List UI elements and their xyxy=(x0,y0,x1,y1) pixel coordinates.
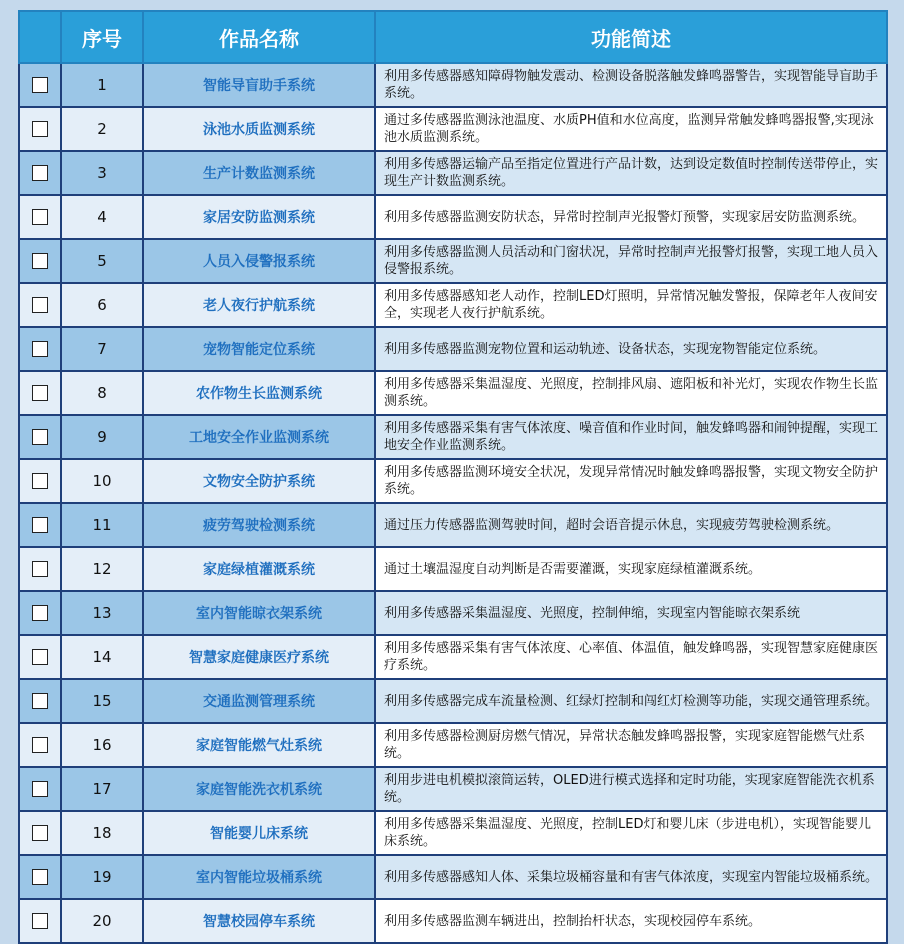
row-checkbox-cell xyxy=(19,635,61,679)
row-name: 智慧家庭健康医疗系统 xyxy=(143,635,375,679)
row-name: 老人夜行护航系统 xyxy=(143,283,375,327)
row-description: 利用多传感器感知障碍物触发震动、检测设备脱落触发蜂鸣器警告，实现智能导盲助手系统。 xyxy=(375,63,887,107)
row-checkbox-cell xyxy=(19,239,61,283)
row-name: 智能婴儿床系统 xyxy=(143,811,375,855)
table-row xyxy=(19,855,887,899)
table-row xyxy=(19,811,887,855)
row-number: 19 xyxy=(61,855,143,899)
row-number: 8 xyxy=(61,371,143,415)
row-checkbox[interactable] xyxy=(32,77,48,93)
row-description: 利用多传感器检测厨房燃气情况，异常状态触发蜂鸣器报警，实现家庭智能燃气灶系统。 xyxy=(375,723,887,767)
row-number: 9 xyxy=(61,415,143,459)
row-checkbox-cell xyxy=(19,855,61,899)
row-description: 利用多传感器运输产品至指定位置进行产品计数，达到设定数值时控制传送带停止，实现生产计数监测系统。 xyxy=(375,151,887,195)
row-checkbox[interactable] xyxy=(32,297,48,313)
row-description: 利用多传感器采集温湿度、光照度，控制排风扇、遮阳板和补光灯，实现农作物生长监测系统。 xyxy=(375,371,887,415)
row-number: 14 xyxy=(61,635,143,679)
row-name: 人员入侵警报系统 xyxy=(143,239,375,283)
header-name: 作品名称 xyxy=(143,11,375,63)
row-checkbox-cell xyxy=(19,679,61,723)
row-checkbox[interactable] xyxy=(32,693,48,709)
table-row xyxy=(19,591,887,635)
row-number: 12 xyxy=(61,547,143,591)
project-table xyxy=(18,10,888,944)
row-checkbox[interactable] xyxy=(32,605,48,621)
row-name: 室内智能垃圾桶系统 xyxy=(143,855,375,899)
row-number: 15 xyxy=(61,679,143,723)
table-row xyxy=(19,63,887,107)
header-number: 序号 xyxy=(61,11,143,63)
row-name: 家庭智能洗衣机系统 xyxy=(143,767,375,811)
row-name: 农作物生长监测系统 xyxy=(143,371,375,415)
project-table-sheet xyxy=(18,10,886,930)
row-description: 利用多传感器感知老人动作，控制LED灯照明，异常情况触发警报，保障老年人夜间安全，实现老人夜行护航系统。 xyxy=(375,283,887,327)
row-checkbox-cell xyxy=(19,195,61,239)
row-description: 利用多传感器采集温湿度、光照度，控制伸缩，实现室内智能晾衣架系统 xyxy=(375,591,887,635)
row-checkbox-cell xyxy=(19,767,61,811)
row-number: 6 xyxy=(61,283,143,327)
row-checkbox[interactable] xyxy=(32,869,48,885)
table-row xyxy=(19,371,887,415)
row-checkbox-cell xyxy=(19,547,61,591)
row-description: 利用多传感器采集有害气体浓度、噪音值和作业时间，触发蜂鸣器和闹钟提醒，实现工地安全作业监测系统。 xyxy=(375,415,887,459)
row-checkbox[interactable] xyxy=(32,517,48,533)
row-checkbox[interactable] xyxy=(32,165,48,181)
row-name: 工地安全作业监测系统 xyxy=(143,415,375,459)
row-name: 家居安防监测系统 xyxy=(143,195,375,239)
row-checkbox-cell xyxy=(19,503,61,547)
row-checkbox-cell xyxy=(19,107,61,151)
row-checkbox[interactable] xyxy=(32,737,48,753)
row-name: 室内智能晾衣架系统 xyxy=(143,591,375,635)
row-name: 交通监测管理系统 xyxy=(143,679,375,723)
row-number: 13 xyxy=(61,591,143,635)
row-description: 利用多传感器监测环境安全状况，发现异常情况时触发蜂鸣器报警，实现文物安全防护系统。 xyxy=(375,459,887,503)
row-number: 18 xyxy=(61,811,143,855)
row-description: 利用多传感器采集温湿度、光照度，控制LED灯和婴儿床（步进电机），实现智能婴儿床系统。 xyxy=(375,811,887,855)
row-checkbox-cell xyxy=(19,63,61,107)
table-row xyxy=(19,195,887,239)
row-checkbox[interactable] xyxy=(32,781,48,797)
row-name: 泳池水质监测系统 xyxy=(143,107,375,151)
row-name: 智慧校园停车系统 xyxy=(143,899,375,943)
row-checkbox-cell xyxy=(19,811,61,855)
row-description: 利用多传感器感知人体、采集垃圾桶容量和有害气体浓度，实现室内智能垃圾桶系统。 xyxy=(375,855,887,899)
row-checkbox-cell xyxy=(19,591,61,635)
row-name: 疲劳驾驶检测系统 xyxy=(143,503,375,547)
row-name: 宠物智能定位系统 xyxy=(143,327,375,371)
row-number: 11 xyxy=(61,503,143,547)
table-row xyxy=(19,459,887,503)
row-description: 通过压力传感器监测驾驶时间，超时会语音提示休息，实现疲劳驾驶检测系统。 xyxy=(375,503,887,547)
row-name: 文物安全防护系统 xyxy=(143,459,375,503)
table-row xyxy=(19,503,887,547)
row-checkbox[interactable] xyxy=(32,561,48,577)
row-checkbox[interactable] xyxy=(32,341,48,357)
row-number: 4 xyxy=(61,195,143,239)
row-description: 利用步进电机模拟滚筒运转，OLED进行模式选择和定时功能，实现家庭智能洗衣机系统。 xyxy=(375,767,887,811)
row-name: 家庭绿植灌溉系统 xyxy=(143,547,375,591)
table-row xyxy=(19,151,887,195)
row-description: 利用多传感器监测宠物位置和运动轨迹、设备状态，实现宠物智能定位系统。 xyxy=(375,327,887,371)
row-checkbox-cell xyxy=(19,899,61,943)
row-name: 生产计数监测系统 xyxy=(143,151,375,195)
row-checkbox-cell xyxy=(19,371,61,415)
row-checkbox-cell xyxy=(19,415,61,459)
table-row xyxy=(19,107,887,151)
row-checkbox[interactable] xyxy=(32,429,48,445)
row-number: 20 xyxy=(61,899,143,943)
row-description: 利用多传感器监测安防状态，异常时控制声光报警灯预警，实现家居安防监测系统。 xyxy=(375,195,887,239)
table-row xyxy=(19,327,887,371)
row-description: 利用多传感器监测车辆进出，控制抬杆状态，实现校园停车系统。 xyxy=(375,899,887,943)
header-description: 功能简述 xyxy=(375,11,887,63)
row-number: 16 xyxy=(61,723,143,767)
row-checkbox-cell xyxy=(19,723,61,767)
row-checkbox[interactable] xyxy=(32,253,48,269)
row-name: 智能导盲助手系统 xyxy=(143,63,375,107)
table-row xyxy=(19,415,887,459)
row-checkbox-cell xyxy=(19,327,61,371)
row-checkbox[interactable] xyxy=(32,913,48,929)
row-checkbox[interactable] xyxy=(32,649,48,665)
row-description: 利用多传感器采集有害气体浓度、心率值、体温值，触发蜂鸣器，实现智慧家庭健康医疗系统。 xyxy=(375,635,887,679)
row-number: 10 xyxy=(61,459,143,503)
row-checkbox[interactable] xyxy=(32,825,48,841)
row-checkbox-cell xyxy=(19,459,61,503)
row-number: 7 xyxy=(61,327,143,371)
table-header-row xyxy=(19,11,887,63)
row-checkbox-cell xyxy=(19,151,61,195)
row-checkbox[interactable] xyxy=(32,385,48,401)
row-description: 利用多传感器完成车流量检测、红绿灯控制和闯红灯检测等功能，实现交通管理系统。 xyxy=(375,679,887,723)
row-number: 3 xyxy=(61,151,143,195)
table-row xyxy=(19,679,887,723)
table-row xyxy=(19,239,887,283)
table-row xyxy=(19,635,887,679)
row-checkbox[interactable] xyxy=(32,209,48,225)
table-row xyxy=(19,283,887,327)
row-name: 家庭智能燃气灶系统 xyxy=(143,723,375,767)
table-row xyxy=(19,767,887,811)
row-number: 2 xyxy=(61,107,143,151)
row-number: 17 xyxy=(61,767,143,811)
row-number: 1 xyxy=(61,63,143,107)
row-checkbox[interactable] xyxy=(32,121,48,137)
row-description: 利用多传感器监测人员活动和门窗状况，异常时控制声光报警灯报警，实现工地人员入侵警报系统。 xyxy=(375,239,887,283)
table-row xyxy=(19,899,887,943)
row-description: 通过土壤温湿度自动判断是否需要灌溉，实现家庭绿植灌溉系统。 xyxy=(375,547,887,591)
row-checkbox[interactable] xyxy=(32,473,48,489)
table-row xyxy=(19,723,887,767)
table-row xyxy=(19,547,887,591)
header-checkbox-column xyxy=(19,11,61,63)
row-description: 通过多传感器监测泳池温度、水质PH值和水位高度，监测异常触发蜂鸣器报警,实现泳池水质监测系统。 xyxy=(375,107,887,151)
row-number: 5 xyxy=(61,239,143,283)
row-checkbox-cell xyxy=(19,283,61,327)
